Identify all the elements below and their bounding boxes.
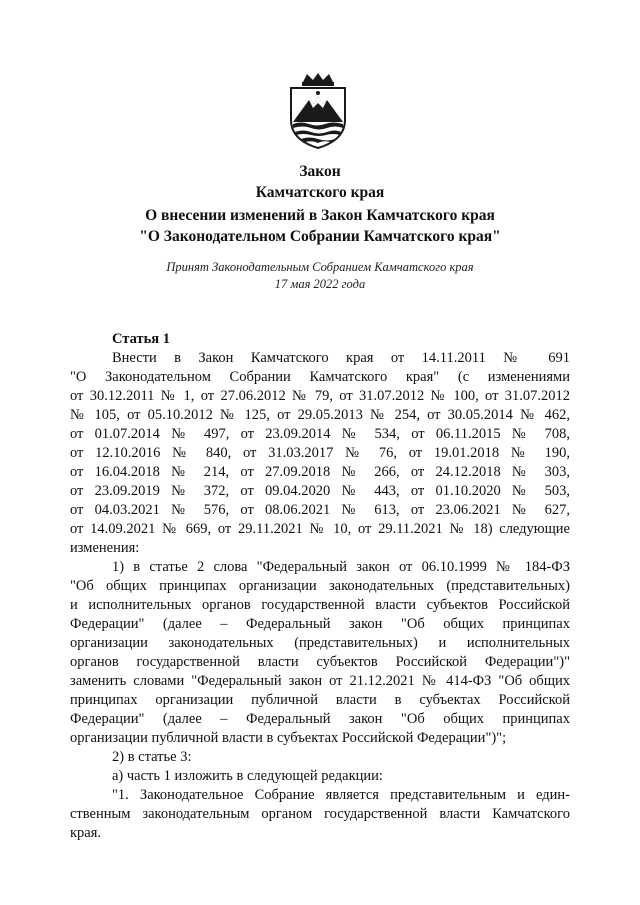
body-line: от 30.12.2011 № 1, от 27.06.2012 № 79, от 31.07.2012 № 100, от 31.07.2012 (70, 388, 570, 404)
coat-of-arms-icon (283, 72, 353, 150)
body-line: ственным законодательным органом государственной власти Камчатского (70, 806, 570, 822)
body-line: "О Законодательном Собрании Камчатского края" (с изменениями (70, 369, 570, 385)
body-line: Внести в Закон Камчатского края от 14.11.2011 № 691 (112, 350, 570, 366)
body-line: от 04.03.2021 № 576, от 08.06.2021 № 613, от 23.06.2021 № 627, (70, 502, 570, 518)
body-line: 2) в статье 3: (112, 749, 192, 765)
body-line: края. (70, 825, 102, 841)
law-region: Камчатского края (255, 184, 385, 201)
body-line: от 23.09.2019 № 372, от 09.04.2020 № 443, от 01.10.2020 № 503, (70, 483, 570, 499)
law-subtitle-line-2: "О Законодательном Собрании Камчатского края" (139, 228, 501, 245)
law-word: Закон (299, 163, 341, 180)
body-line: заменить словами "Федеральный закон от 21.12.2021 № 414-ФЗ "Об общих (70, 673, 570, 689)
adoption-note (0, 259, 640, 293)
body-line: от 14.09.2021 № 669, от 29.11.2021 № 10, от 29.11.2021 № 18) следующие (70, 521, 570, 537)
body-line: органов государственной власти субъектов Российской Федерации")" (70, 654, 570, 670)
body-line: "1. Законодательное Собрание является представительным и един- (112, 787, 570, 803)
law-title (0, 161, 640, 203)
adoption-date: 17 мая 2022 года (274, 277, 366, 291)
body-line: от 16.04.2018 № 214, от 27.09.2018 № 266, от 24.12.2018 № 303, (70, 464, 570, 480)
body-line: от 01.07.2014 № 497, от 23.09.2014 № 534, от 06.11.2015 № 708, (70, 426, 570, 442)
body-line: от 12.10.2016 № 840, от 31.03.2017 № 76, от 19.01.2018 № 190, (70, 445, 570, 461)
law-subtitle-line-1: О внесении изменений в Закон Камчатского края (145, 207, 495, 224)
body-line: и исполнительных органов государственной власти субъектов Российской (70, 597, 570, 613)
body-line: изменения: (70, 540, 140, 556)
body-line: организации законодательных (представительных) и исполнительных (70, 635, 570, 651)
body-line: № 105, от 05.10.2012 № 125, от 29.05.2013 № 254, от 30.05.2014 № 462, (70, 407, 570, 423)
adoption-line-1: Принят Законодательным Собранием Камчатского края (166, 260, 474, 274)
body-line: Федерации" (далее – Федеральный закон "Об общих принципах (70, 616, 570, 632)
body-line: "Об общих принципах организации законодательных (представительных) (70, 578, 570, 594)
article-body (70, 330, 570, 843)
body-line: 1) в статье 2 слова "Федеральный закон от 06.10.1999 № 184-ФЗ (112, 559, 570, 575)
law-subtitle (0, 205, 640, 247)
article-heading: Статья 1 (112, 331, 170, 347)
body-line: принципах организации публичной власти в субъектах Российской (70, 692, 570, 708)
body-line: организации публичной власти в субъектах Российской Федерации")"; (70, 730, 507, 746)
kamchatka-coat-of-arms (283, 72, 353, 150)
body-line: а) часть 1 изложить в следующей редакции: (112, 768, 383, 784)
body-line: Федерации" (далее – Федеральный закон "Об общих принципах (70, 711, 570, 727)
